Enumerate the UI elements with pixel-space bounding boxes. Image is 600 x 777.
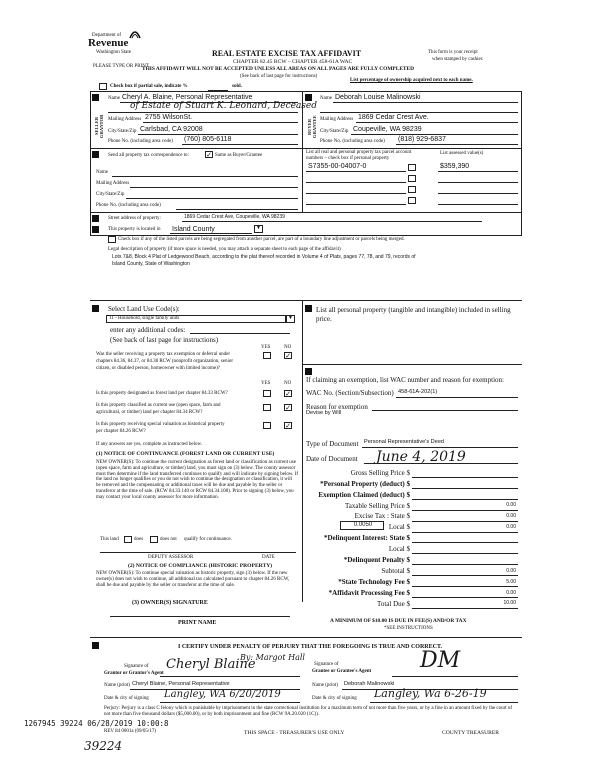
does-label: does [134, 537, 144, 542]
grantor-sig-label-1: Signature of [124, 664, 149, 669]
excise-state-label: Excise Tax : State $ [354, 512, 410, 520]
buyer-phone-field[interactable]: (818) 929-6837 [398, 136, 446, 143]
form-revision: REV 84 0001a (09/05/17) [104, 729, 156, 734]
subtotal-label: Subtotal $ [381, 567, 410, 575]
reason-label: Reason for exemption [306, 403, 368, 411]
corr-mailing-label: Mailing Address [96, 181, 130, 186]
legal-description-line-2[interactable]: Island County, State of Washington [112, 261, 190, 267]
assessor-date-label: DATE [262, 555, 275, 560]
section-marker-3 [92, 151, 99, 158]
local-2-label: Local $ [388, 545, 410, 553]
handwritten-file-number: 39224 [84, 739, 123, 753]
section-marker-6 [92, 305, 99, 312]
seller-side-label: SELLER GRANTOR [94, 114, 104, 138]
q3-no-checkbox[interactable]: ✓ [285, 404, 291, 412]
q4-no-checkbox[interactable]: ✓ [285, 422, 291, 430]
parcel-header-1: List all real and personal property tax parcel account [306, 150, 412, 155]
tech-fee-label: *State Technology Fee $ [338, 578, 410, 586]
buyer-mailing-label: Mailing Address [320, 117, 354, 122]
affidavit-fee-value: 0.00 [506, 590, 516, 596]
grantor-name-print-label: Name (print) [104, 683, 130, 688]
q1-no-checkbox[interactable]: ✓ [285, 352, 291, 360]
county-treasurer-label: COUNTY TREASURER [442, 730, 500, 736]
revenue-logo-mark-icon [128, 26, 142, 40]
doc-type-field[interactable]: Personal Representative's Deed [364, 439, 445, 445]
q2-no-checkbox[interactable]: ✓ [285, 390, 291, 398]
excise-state-value: 0.00 [506, 513, 516, 519]
grantee-date-city-label: Date & city of signing [312, 696, 357, 701]
certify-statement: I CERTIFY UNDER PENALTY OF PERJURY THAT THE FOREGOING IS TRUE AND CORRECT. [178, 644, 443, 650]
parcel-header-2: numbers – check box if personal property [306, 156, 390, 161]
grantee-date-city-field[interactable]: Langley, Wa 6-26-19 [374, 687, 487, 700]
doc-date-label: Date of Document [306, 455, 358, 463]
street-address-label: Street address of property: [108, 216, 161, 221]
q3-line-2: agricultural, or timber) land per chapter 84.34 RCW? [96, 410, 203, 415]
grantee-signature[interactable]: DM [420, 648, 461, 673]
partial-sale-checkbox[interactable] [99, 83, 107, 90]
seller-mailing-label: Mailing Address [108, 117, 142, 122]
parcel-3-personal-checkbox[interactable] [408, 186, 416, 193]
seller-phone-label: Phone No. (including area code) [108, 139, 173, 144]
same-as-buyer-label: Same as Buyer/Grantee [215, 153, 263, 158]
grantor-signature-extra: By: Margot Hall [240, 653, 305, 662]
subtotal-value: 0.00 [506, 568, 516, 574]
grantor-date-city-field[interactable]: Langley, WA 6/20/2019 [164, 689, 281, 700]
seller-phone-field[interactable]: (760) 805-6118 [184, 136, 232, 143]
q2-yes-checkbox[interactable] [263, 390, 271, 397]
grantor-sig-label-2: Grantor or Grantor's Agent [104, 671, 164, 676]
seller-name-handwritten: of Estate of Stuart K. Leonard, Deceased [130, 101, 318, 111]
street-address-field[interactable]: 1869 Cedar Crest Ave, Coupeville, WA 98239 [184, 214, 285, 220]
buyer-city-field[interactable]: Coupeville, WA 98239 [353, 126, 422, 133]
local-value: 0.00 [506, 524, 516, 530]
buyer-side-label: BUYER GRANTEE [307, 115, 317, 139]
receipt-note-1: This form is your receipt [428, 50, 478, 55]
personal-property-label-2: price. [316, 315, 332, 323]
section-marker-5 [92, 226, 99, 233]
grantee-name-print-field[interactable]: Deborah Malinowski [344, 681, 395, 687]
dept-state: Washington State [96, 50, 132, 55]
q3-yes-checkbox[interactable] [263, 404, 271, 411]
not-accepted-warning: THIS AFFIDAVIT WILL NOT BE ACCEPTED UNLESS ALL AREAS ON ALL PAGES ARE FULLY COMPLETED [142, 66, 415, 72]
grantee-sig-label-2: Grantee or Grantee's Agent [312, 669, 372, 674]
see-instructions-note: *SEE INSTRUCTIONS [384, 626, 433, 631]
seller-city-field[interactable]: Carlsbad, CA 92008 [140, 126, 203, 133]
notice-compliance-text: NEW OWNER(S): To continue special valuation as historic property, sign (3) below. If the new owner(s) does not wish to continue, all additional tax calculated pursuant to chapter 84.26 RCW, shall be due and payable by the seller or transferor at the time of sale. [96, 571, 290, 588]
land-use-see-back: (See back of last page for instructions) [110, 336, 219, 344]
seller-name-label: Name [108, 96, 120, 101]
list-percentage-note: List percentage of ownership acquired next to each name. [350, 78, 473, 83]
minimum-due-note: A MINIMUM OF $10.00 IS DUE IN FEE(S) AND/OR TAX [330, 618, 467, 624]
q4-yes-checkbox[interactable] [263, 422, 271, 429]
q4-line-2: per chapter 84.26 RCW? [96, 429, 146, 434]
if-yes-note: If any answers are yes, complete as instructed below. [96, 442, 203, 447]
section-marker-8 [305, 368, 312, 375]
corr-name-label: Name [96, 170, 108, 175]
tech-fee-value: 5.00 [506, 579, 516, 585]
legal-description-label: Legal description of property (if more space is needed, you may attach a separate sheet to each page of the affidavit) [108, 247, 341, 252]
legal-description-line-1[interactable]: Lots 7&8, Block 4 Plat of Ledgewood Beach, according to the plat thereof recorded in Volume 4 of Plats, pages 77, 78, and 79, records of [112, 254, 416, 260]
recording-stamp: 1267945 39224 06/28/2019 10:00:8 [24, 719, 169, 728]
additional-codes-label: enter any additional codes: [110, 326, 186, 334]
total-due-label: Total Due $ [377, 600, 410, 608]
seller-name-field[interactable]: Cheryl A. Blaine, Personal Representative [122, 94, 253, 101]
no-header-1: NO [284, 345, 292, 350]
doc-date-field[interactable]: June 4, 2019 [376, 449, 466, 465]
local-label: Local $ [388, 523, 410, 531]
land-use-label: Select Land Use Code(s): [108, 305, 180, 313]
does-not-label: does not [160, 537, 177, 542]
county-dropdown-arrow-icon[interactable]: ▼ [254, 225, 263, 233]
print-name-label: PRINT NAME [178, 620, 217, 626]
reason-field[interactable]: Devise by Will [306, 410, 342, 416]
grantor-name-print-field[interactable]: Cheryl Blaine, Personal Representative [132, 681, 230, 687]
deputy-assessor-label: DEPUTY ASSESSOR [148, 555, 194, 560]
sold-label: sold. [232, 84, 242, 89]
q2-label: Is this property designated as forest land per chapter 84.33 RCW? [96, 391, 228, 396]
local-rate-select[interactable]: 0.0050 [340, 521, 384, 530]
personal-property-label: List all personal property (tangible and intangible) included in selling [316, 306, 511, 314]
notice-compliance-title: (2) NOTICE OF COMPLIANCE (HISTORIC PROPERTY) [128, 563, 273, 569]
does-checkbox[interactable] [124, 536, 132, 543]
delinquent-penalty-label: *Delinquent Penalty $ [343, 556, 410, 564]
assessed-value-1-field[interactable]: $359,390 [440, 163, 470, 170]
yes-header-1: YES [261, 345, 271, 350]
perjury-notice: Perjury: Perjury is a class C felony which is punishable by imprisonment in the state correctional institution for a maximum term of not more than five years, or by a fine in an amount fixed by the court of not more than five thousand dollars ($5,000.00), or by both imprisonment and fine (RCW 9A.20.020 (1C)). [104, 706, 513, 717]
notice-continuance-title: (1) NOTICE OF CONTINUANCE (FOREST LAND OR CURRENT USE) [96, 451, 275, 457]
total-due-value: 10.00 [503, 600, 516, 606]
does-not-checkbox[interactable] [150, 536, 158, 543]
land-use-dropdown-arrow-icon[interactable]: ▼ [286, 315, 295, 323]
segregated-checkbox[interactable] [108, 236, 116, 243]
segregated-label: Check box if any of the listed parcels are being segregated from another parcel, are part of a boundary line adjustment or parcels being merged. [118, 237, 405, 242]
doc-type-label: Type of Document [306, 440, 359, 448]
form-chapter: CHAPTER 82.45 RCW – CHAPTER 458-61A WAC [233, 59, 353, 65]
grantee-name-print-label: Name (print) [312, 683, 338, 688]
see-back-note: (See back of last page for instructions) [240, 74, 318, 79]
q4-line-1: Is this property receiving special valuation as historical property [96, 422, 225, 427]
send-correspondence-label: Send all property tax correspondence to: [108, 153, 189, 158]
buyer-city-label: City/State/Zip [320, 129, 349, 134]
buyer-name-field[interactable]: Deborah Louise Malinowski [335, 94, 421, 101]
partial-sale-label: Check box if partial sale, indicate % [110, 84, 188, 89]
exemption-claimed-label: Exemption Claimed (deduct) $ [318, 491, 410, 499]
corr-city-label: City/State/Zip [96, 192, 125, 197]
buyer-phone-label: Phone No. (including area code) [320, 139, 385, 144]
assessed-value-header: List assessed value(s) [440, 151, 484, 156]
county-select-value[interactable]: Island County [172, 226, 215, 233]
claim-exemption-label: If claiming an exemption, list WAC number and reason for exemption: [306, 376, 504, 384]
delinquent-interest-label: *Delinquent Interest: State $ [323, 534, 410, 542]
no-header-2: NO [284, 381, 292, 386]
wac-label: WAC No. (Section/Subsection) [306, 389, 394, 397]
please-type: PLEASE TYPE OR PRINT [93, 64, 149, 69]
personal-property-deduct-label: *Personal Property (deduct) $ [320, 480, 410, 488]
qualify-label: qualify for continuance. [184, 537, 232, 542]
section-marker-2 [305, 94, 312, 101]
taxable-selling-label: Taxable Selling Price $ [344, 502, 410, 510]
parcel-1-personal-checkbox[interactable] [408, 164, 416, 171]
gross-selling-label: Gross Selling Price $ [350, 469, 410, 477]
treasurer-use-label: THIS SPACE - TREASURER'S USE ONLY [244, 730, 345, 736]
section-marker-1 [92, 94, 99, 101]
buyer-mailing-field[interactable]: 1869 Cedar Crest Ave. [358, 114, 429, 121]
q1-yes-checkbox[interactable] [263, 352, 271, 359]
q1-line-2: chapters 84.36, 84.37, or 84.38 RCW (nonprofit organization, senior [96, 359, 234, 364]
dept-name: Revenue [88, 37, 129, 49]
q1-line-1: Was the seller receiving a property tax exemption or deferral under [96, 352, 230, 357]
parcel-2-personal-checkbox[interactable] [408, 175, 416, 182]
parcel-4-personal-checkbox[interactable] [408, 197, 416, 204]
grantor-signature[interactable]: Cheryl Blaine [166, 657, 256, 672]
corr-phone-label: Phone No. (including area code) [96, 203, 161, 208]
grantee-sig-label-1: Signature of [314, 662, 339, 667]
dept-of: Department of [92, 33, 122, 38]
section-marker-9 [92, 642, 99, 649]
this-land-label: This land [100, 537, 119, 542]
same-as-buyer-checkbox[interactable]: ✓ [206, 151, 212, 159]
section-marker-4 [92, 215, 99, 222]
seller-mailing-field[interactable]: 2755 WilsonSt. [145, 114, 193, 121]
q3-line-1: Is this property classified as current use (open space, farm and [96, 403, 221, 408]
form-title: REAL ESTATE EXCISE TAX AFFIDAVIT [212, 49, 362, 58]
buyer-name-label: Name [320, 96, 332, 101]
grantor-date-city-label: Date & city of signing [104, 696, 149, 701]
parcel-1-field[interactable]: S7355-00-04007-0 [308, 163, 367, 170]
receipt-note-2: when stamped by cashier. [432, 57, 484, 62]
seller-city-label: City/State/Zip [108, 129, 137, 134]
affidavit-fee-label: *Affidavit Processing Fee $ [328, 589, 410, 597]
yes-header-2: YES [261, 381, 271, 386]
q1-line-3: citizen, or disabled person, homeowner with limited income)? [96, 366, 220, 371]
section-marker-7 [305, 305, 312, 312]
notice-continuance-text: NEW OWNER(S): To continue the current designation as forest land or classification as current use (open space, farm and agriculture, or timber) land, you must sign on (3) below. The county assessor must then determine if the land transferred continues to qualify and will indicate by signing below. If the land no longer qualifies or you do not wish to continue the designation or classification, it will be removed and the compensating or additional taxes will be due and payable by the seller or transferor at the time of sale. (RCW 84.33.140 or RCW 84.34.108). Prior to signing (3) below, you may contact your local county assessor for more information. [96, 460, 298, 500]
owner-signature-label: (3) OWNER(S) SIGNATURE [132, 600, 208, 606]
located-in-label: This property is located in [108, 227, 161, 232]
land-use-select[interactable]: 11 - Household, single family units [106, 315, 286, 323]
wac-field[interactable]: 458-61A-202(1) [398, 389, 438, 395]
taxable-selling-value: 0.00 [506, 502, 516, 508]
